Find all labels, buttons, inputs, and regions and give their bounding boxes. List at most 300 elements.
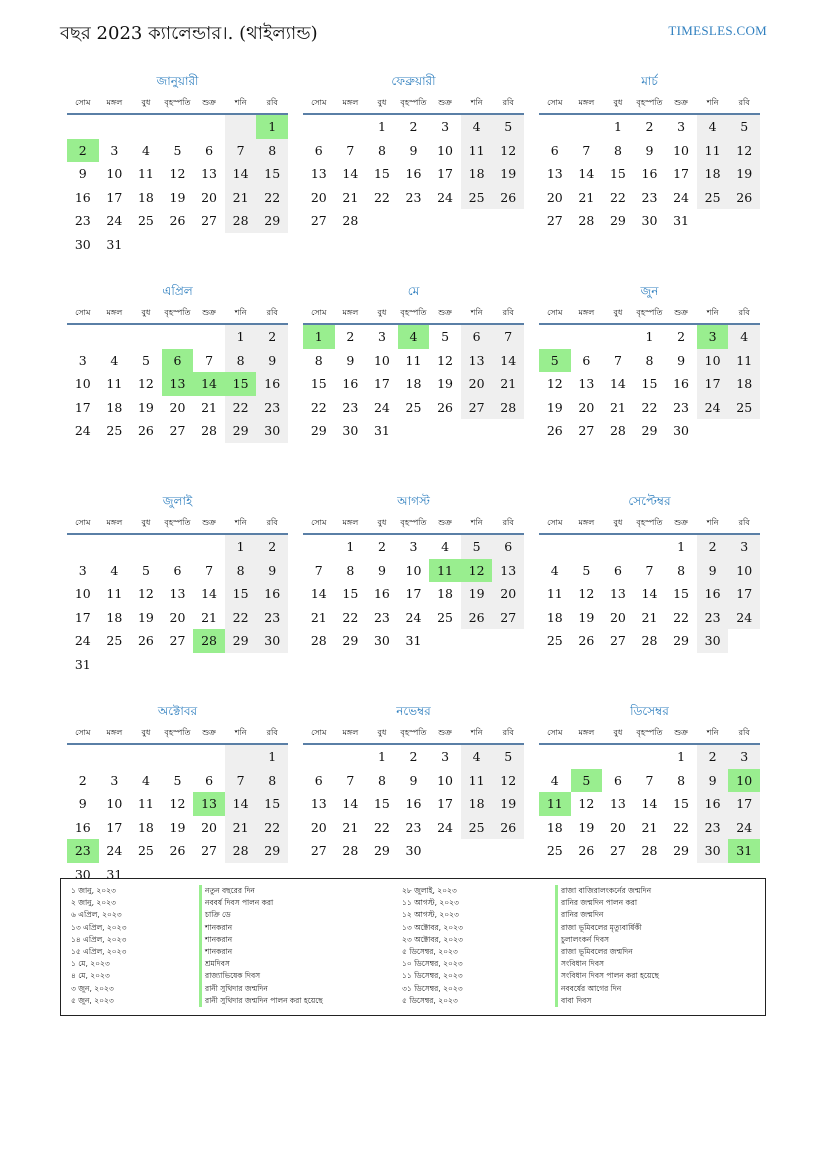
day-cell[interactable]: 7	[314, 562, 323, 578]
day-cell[interactable]: 17	[437, 166, 454, 181]
day-cell[interactable]: 8	[225, 559, 257, 583]
day-cell[interactable]: 21	[342, 819, 359, 835]
day-cell[interactable]: 20	[310, 819, 327, 835]
day-cell[interactable]: 5	[441, 329, 450, 344]
day-cell[interactable]: 17	[74, 609, 91, 625]
day-cell[interactable]: 15	[256, 792, 288, 816]
day-cell[interactable]: 31	[673, 213, 690, 228]
day-cell[interactable]: 25	[106, 423, 123, 438]
day-cell[interactable]: 15	[373, 796, 390, 811]
day-cell[interactable]: 23	[697, 606, 729, 630]
day-cell[interactable]: 19	[546, 399, 563, 415]
day-cell[interactable]: 28	[609, 423, 626, 438]
day-cell[interactable]: 4	[110, 562, 119, 578]
day-cell[interactable]: 26	[492, 186, 524, 210]
day-cell[interactable]: 5	[141, 562, 150, 578]
holiday-day-cell[interactable]: 15	[225, 372, 257, 396]
day-cell[interactable]: 11	[405, 352, 422, 368]
day-cell[interactable]: 18	[137, 819, 154, 835]
day-cell[interactable]: 25	[461, 816, 493, 840]
day-cell[interactable]: 5	[492, 115, 524, 139]
day-cell[interactable]: 22	[256, 816, 288, 840]
day-cell[interactable]: 30	[74, 866, 91, 882]
day-cell[interactable]: 6	[550, 142, 559, 158]
day-cell[interactable]: 20	[201, 189, 218, 205]
day-cell[interactable]: 19	[728, 162, 760, 186]
day-cell[interactable]: 13	[546, 166, 563, 181]
day-cell[interactable]: 6	[613, 562, 622, 578]
day-cell[interactable]: 23	[405, 819, 422, 835]
day-cell[interactable]: 29	[225, 629, 257, 653]
day-cell[interactable]: 6	[613, 772, 622, 788]
day-cell[interactable]: 25	[106, 633, 123, 648]
day-cell[interactable]: 11	[728, 349, 760, 373]
day-cell[interactable]: 10	[673, 142, 690, 158]
day-cell[interactable]: 11	[137, 796, 154, 811]
day-cell[interactable]: 10	[437, 142, 454, 158]
day-cell[interactable]: 16	[405, 166, 422, 181]
day-cell[interactable]: 1	[613, 119, 622, 134]
day-cell[interactable]: 13	[310, 796, 327, 811]
day-cell[interactable]: 8	[645, 352, 654, 368]
day-cell[interactable]: 30	[641, 213, 658, 228]
day-cell[interactable]: 2	[256, 325, 288, 349]
day-cell[interactable]: 16	[697, 582, 729, 606]
day-cell[interactable]: 10	[405, 562, 422, 578]
day-cell[interactable]: 16	[405, 796, 422, 811]
day-cell[interactable]: 18	[137, 189, 154, 205]
day-cell[interactable]: 9	[346, 352, 355, 368]
day-cell[interactable]: 29	[673, 843, 690, 858]
day-cell[interactable]: 24	[437, 819, 454, 835]
day-cell[interactable]: 17	[728, 582, 760, 606]
day-cell[interactable]: 19	[578, 819, 595, 835]
day-cell[interactable]: 27	[169, 423, 186, 438]
day-cell[interactable]: 20	[169, 399, 186, 415]
day-cell[interactable]: 9	[697, 769, 729, 793]
day-cell[interactable]: 22	[609, 189, 626, 205]
holiday-day-cell[interactable]: 2	[67, 139, 99, 163]
day-cell[interactable]: 7	[346, 142, 355, 158]
day-cell[interactable]: 10	[437, 772, 454, 788]
day-cell[interactable]: 9	[78, 796, 87, 811]
day-cell[interactable]: 27	[609, 843, 626, 858]
day-cell[interactable]: 25	[728, 396, 760, 420]
day-cell[interactable]: 15	[225, 582, 257, 606]
holiday-day-cell[interactable]: 13	[162, 372, 194, 396]
day-cell[interactable]: 21	[492, 372, 524, 396]
day-cell[interactable]: 5	[141, 352, 150, 368]
day-cell[interactable]: 7	[645, 562, 654, 578]
day-cell[interactable]: 29	[609, 213, 626, 228]
day-cell[interactable]: 14	[609, 376, 626, 391]
day-cell[interactable]: 27	[310, 213, 327, 228]
day-cell[interactable]: 26	[578, 633, 595, 648]
day-cell[interactable]: 9	[409, 142, 418, 158]
day-cell[interactable]: 30	[373, 633, 390, 648]
day-cell[interactable]: 25	[405, 399, 422, 415]
day-cell[interactable]: 18	[106, 399, 123, 415]
day-cell[interactable]: 19	[461, 582, 493, 606]
holiday-day-cell[interactable]: 12	[461, 559, 493, 583]
day-cell[interactable]: 2	[409, 119, 418, 134]
day-cell[interactable]: 5	[728, 115, 760, 139]
day-cell[interactable]: 28	[342, 843, 359, 858]
day-cell[interactable]: 19	[492, 792, 524, 816]
day-cell[interactable]: 3	[110, 772, 119, 788]
holiday-day-cell[interactable]: 13	[193, 792, 225, 816]
day-cell[interactable]: 15	[256, 162, 288, 186]
day-cell[interactable]: 16	[256, 372, 288, 396]
day-cell[interactable]: 8	[613, 142, 622, 158]
day-cell[interactable]: 2	[409, 749, 418, 764]
day-cell[interactable]: 9	[256, 349, 288, 373]
day-cell[interactable]: 2	[78, 772, 87, 788]
day-cell[interactable]: 18	[106, 609, 123, 625]
day-cell[interactable]: 29	[342, 633, 359, 648]
day-cell[interactable]: 7	[613, 352, 622, 368]
holiday-day-cell[interactable]: 11	[429, 559, 461, 583]
day-cell[interactable]: 5	[173, 142, 182, 158]
day-cell[interactable]: 20	[461, 372, 493, 396]
day-cell[interactable]: 16	[342, 376, 359, 391]
day-cell[interactable]: 6	[173, 562, 182, 578]
day-cell[interactable]: 24	[106, 213, 123, 228]
day-cell[interactable]: 23	[405, 189, 422, 205]
day-cell[interactable]: 26	[169, 213, 186, 228]
day-cell[interactable]: 28	[342, 213, 359, 228]
day-cell[interactable]: 21	[578, 189, 595, 205]
day-cell[interactable]: 9	[409, 772, 418, 788]
day-cell[interactable]: 21	[225, 186, 257, 210]
day-cell[interactable]: 13	[201, 166, 218, 181]
day-cell[interactable]: 15	[609, 166, 626, 181]
day-cell[interactable]: 27	[169, 633, 186, 648]
day-cell[interactable]: 25	[137, 843, 154, 858]
day-cell[interactable]: 27	[492, 606, 524, 630]
day-cell[interactable]: 8	[256, 139, 288, 163]
day-cell[interactable]: 24	[673, 189, 690, 205]
day-cell[interactable]: 6	[205, 772, 214, 788]
day-cell[interactable]: 16	[256, 582, 288, 606]
day-cell[interactable]: 3	[677, 119, 686, 134]
day-cell[interactable]: 17	[106, 189, 123, 205]
day-cell[interactable]: 28	[578, 213, 595, 228]
day-cell[interactable]: 19	[137, 399, 154, 415]
day-cell[interactable]: 22	[225, 396, 257, 420]
day-cell[interactable]: 16	[74, 819, 91, 835]
day-cell[interactable]: 1	[645, 329, 654, 344]
day-cell[interactable]: 29	[225, 419, 257, 443]
day-cell[interactable]: 27	[546, 213, 563, 228]
day-cell[interactable]: 22	[256, 186, 288, 210]
day-cell[interactable]: 20	[609, 819, 626, 835]
holiday-day-cell[interactable]: 4	[398, 325, 430, 349]
day-cell[interactable]: 22	[673, 819, 690, 835]
day-cell[interactable]: 6	[314, 772, 323, 788]
holiday-day-cell[interactable]: 11	[539, 792, 571, 816]
day-cell[interactable]: 4	[550, 562, 559, 578]
day-cell[interactable]: 29	[673, 633, 690, 648]
day-cell[interactable]: 12	[578, 796, 595, 811]
day-cell[interactable]: 17	[728, 792, 760, 816]
day-cell[interactable]: 24	[74, 633, 91, 648]
day-cell[interactable]: 11	[697, 139, 729, 163]
day-cell[interactable]: 12	[169, 166, 186, 181]
day-cell[interactable]: 1	[677, 749, 686, 764]
day-cell[interactable]: 15	[373, 166, 390, 181]
day-cell[interactable]: 6	[314, 142, 323, 158]
day-cell[interactable]: 1	[377, 119, 386, 134]
day-cell[interactable]: 4	[461, 745, 493, 769]
day-cell[interactable]: 27	[201, 843, 218, 858]
day-cell[interactable]: 23	[342, 399, 359, 415]
day-cell[interactable]: 26	[728, 186, 760, 210]
day-cell[interactable]: 15	[342, 586, 359, 601]
day-cell[interactable]: 23	[641, 189, 658, 205]
day-cell[interactable]: 19	[492, 162, 524, 186]
day-cell[interactable]: 29	[256, 209, 288, 233]
day-cell[interactable]: 1	[225, 325, 257, 349]
day-cell[interactable]: 2	[697, 535, 729, 559]
day-cell[interactable]: 2	[256, 535, 288, 559]
day-cell[interactable]: 9	[645, 142, 654, 158]
day-cell[interactable]: 15	[641, 376, 658, 391]
day-cell[interactable]: 22	[373, 819, 390, 835]
day-cell[interactable]: 10	[106, 796, 123, 811]
day-cell[interactable]: 7	[582, 142, 591, 158]
day-cell[interactable]: 4	[441, 539, 450, 554]
holiday-day-cell[interactable]: 6	[162, 349, 194, 373]
day-cell[interactable]: 8	[256, 769, 288, 793]
day-cell[interactable]: 7	[225, 769, 257, 793]
day-cell[interactable]: 2	[346, 329, 355, 344]
day-cell[interactable]: 16	[673, 376, 690, 391]
day-cell[interactable]: 24	[728, 606, 760, 630]
day-cell[interactable]: 4	[141, 142, 150, 158]
day-cell[interactable]: 21	[201, 609, 218, 625]
day-cell[interactable]: 12	[546, 376, 563, 391]
day-cell[interactable]: 17	[673, 166, 690, 181]
day-cell[interactable]: 12	[728, 139, 760, 163]
day-cell[interactable]: 4	[697, 115, 729, 139]
day-cell[interactable]: 8	[346, 562, 355, 578]
day-cell[interactable]: 7	[645, 772, 654, 788]
day-cell[interactable]: 26	[137, 423, 154, 438]
day-cell[interactable]: 9	[256, 559, 288, 583]
day-cell[interactable]: 22	[673, 609, 690, 625]
day-cell[interactable]: 3	[441, 749, 450, 764]
holiday-day-cell[interactable]: 23	[67, 839, 99, 863]
day-cell[interactable]: 8	[314, 352, 323, 368]
day-cell[interactable]: 27	[578, 423, 595, 438]
day-cell[interactable]: 22	[310, 399, 327, 415]
day-cell[interactable]: 18	[461, 162, 493, 186]
day-cell[interactable]: 14	[641, 586, 658, 601]
day-cell[interactable]: 13	[609, 796, 626, 811]
day-cell[interactable]: 7	[205, 352, 214, 368]
holiday-day-cell[interactable]: 5	[571, 769, 603, 793]
day-cell[interactable]: 1	[377, 749, 386, 764]
day-cell[interactable]: 17	[405, 586, 422, 601]
day-cell[interactable]: 29	[373, 843, 390, 858]
day-cell[interactable]: 25	[137, 213, 154, 228]
day-cell[interactable]: 3	[441, 119, 450, 134]
day-cell[interactable]: 16	[373, 586, 390, 601]
day-cell[interactable]: 13	[578, 376, 595, 391]
day-cell[interactable]: 13	[461, 349, 493, 373]
day-cell[interactable]: 26	[137, 633, 154, 648]
day-cell[interactable]: 25	[546, 633, 563, 648]
day-cell[interactable]: 20	[310, 189, 327, 205]
day-cell[interactable]: 13	[492, 559, 524, 583]
day-cell[interactable]: 12	[137, 376, 154, 391]
day-cell[interactable]: 27	[461, 396, 493, 420]
day-cell[interactable]: 31	[373, 423, 390, 438]
day-cell[interactable]: 14	[310, 586, 327, 601]
day-cell[interactable]: 6	[461, 325, 493, 349]
day-cell[interactable]: 17	[697, 372, 729, 396]
day-cell[interactable]: 17	[106, 819, 123, 835]
day-cell[interactable]: 12	[578, 586, 595, 601]
day-cell[interactable]: 26	[492, 816, 524, 840]
day-cell[interactable]: 12	[137, 586, 154, 601]
day-cell[interactable]: 30	[256, 419, 288, 443]
day-cell[interactable]: 29	[310, 423, 327, 438]
day-cell[interactable]: 30	[405, 843, 422, 858]
day-cell[interactable]: 28	[641, 843, 658, 858]
day-cell[interactable]: 7	[346, 772, 355, 788]
day-cell[interactable]: 3	[78, 352, 87, 368]
day-cell[interactable]: 23	[256, 396, 288, 420]
day-cell[interactable]: 13	[169, 586, 186, 601]
day-cell[interactable]: 9	[78, 166, 87, 181]
day-cell[interactable]: 31	[106, 236, 123, 252]
day-cell[interactable]: 24	[74, 423, 91, 438]
day-cell[interactable]: 29	[256, 839, 288, 863]
day-cell[interactable]: 23	[256, 606, 288, 630]
day-cell[interactable]: 7	[492, 325, 524, 349]
day-cell[interactable]: 8	[225, 349, 257, 373]
day-cell[interactable]: 20	[546, 189, 563, 205]
day-cell[interactable]: 14	[225, 162, 257, 186]
day-cell[interactable]: 8	[377, 142, 386, 158]
day-cell[interactable]: 23	[373, 609, 390, 625]
day-cell[interactable]: 2	[377, 539, 386, 554]
day-cell[interactable]: 21	[225, 816, 257, 840]
day-cell[interactable]: 30	[256, 629, 288, 653]
day-cell[interactable]: 22	[373, 189, 390, 205]
day-cell[interactable]: 12	[437, 352, 454, 368]
day-cell[interactable]: 7	[225, 139, 257, 163]
day-cell[interactable]: 3	[377, 329, 386, 344]
day-cell[interactable]: 27	[201, 213, 218, 228]
day-cell[interactable]: 30	[697, 839, 729, 863]
day-cell[interactable]: 5	[492, 745, 524, 769]
day-cell[interactable]: 19	[437, 376, 454, 391]
day-cell[interactable]: 18	[461, 792, 493, 816]
day-cell[interactable]: 10	[74, 586, 91, 601]
day-cell[interactable]: 15	[673, 796, 690, 811]
day-cell[interactable]: 1	[346, 539, 355, 554]
day-cell[interactable]: 3	[728, 535, 760, 559]
day-cell[interactable]: 10	[697, 349, 729, 373]
day-cell[interactable]: 19	[169, 189, 186, 205]
day-cell[interactable]: 30	[673, 423, 690, 438]
day-cell[interactable]: 21	[641, 819, 658, 835]
day-cell[interactable]: 24	[373, 399, 390, 415]
day-cell[interactable]: 20	[201, 819, 218, 835]
day-cell[interactable]: 31	[106, 866, 123, 882]
day-cell[interactable]: 24	[437, 189, 454, 205]
day-cell[interactable]: 30	[74, 236, 91, 252]
day-cell[interactable]: 17	[373, 376, 390, 391]
day-cell[interactable]: 4	[110, 352, 119, 368]
day-cell[interactable]: 25	[697, 186, 729, 210]
day-cell[interactable]: 2	[645, 119, 654, 134]
day-cell[interactable]: 24	[405, 609, 422, 625]
day-cell[interactable]: 25	[546, 843, 563, 858]
day-cell[interactable]: 14	[492, 349, 524, 373]
day-cell[interactable]: 22	[641, 399, 658, 415]
day-cell[interactable]: 9	[697, 559, 729, 583]
holiday-day-cell[interactable]: 14	[193, 372, 225, 396]
day-cell[interactable]: 11	[461, 139, 493, 163]
day-cell[interactable]: 2	[677, 329, 686, 344]
day-cell[interactable]: 11	[461, 769, 493, 793]
day-cell[interactable]: 26	[578, 843, 595, 858]
day-cell[interactable]: 18	[697, 162, 729, 186]
day-cell[interactable]: 24	[697, 396, 729, 420]
day-cell[interactable]: 30	[342, 423, 359, 438]
day-cell[interactable]: 28	[201, 423, 218, 438]
day-cell[interactable]: 26	[437, 399, 454, 415]
day-cell[interactable]: 21	[609, 399, 626, 415]
day-cell[interactable]: 3	[728, 745, 760, 769]
day-cell[interactable]: 19	[169, 819, 186, 835]
day-cell[interactable]: 12	[492, 139, 524, 163]
day-cell[interactable]: 21	[641, 609, 658, 625]
day-cell[interactable]: 24	[728, 816, 760, 840]
holiday-day-cell[interactable]: 28	[193, 629, 225, 653]
day-cell[interactable]: 6	[205, 142, 214, 158]
day-cell[interactable]: 11	[137, 166, 154, 181]
day-cell[interactable]: 4	[141, 772, 150, 788]
day-cell[interactable]: 10	[373, 352, 390, 368]
day-cell[interactable]: 17	[437, 796, 454, 811]
day-cell[interactable]: 19	[578, 609, 595, 625]
day-cell[interactable]: 14	[342, 166, 359, 181]
day-cell[interactable]: 11	[106, 376, 123, 391]
day-cell[interactable]: 17	[74, 399, 91, 415]
day-cell[interactable]: 23	[697, 816, 729, 840]
day-cell[interactable]: 31	[74, 656, 91, 672]
day-cell[interactable]: 31	[405, 633, 422, 648]
day-cell[interactable]: 14	[578, 166, 595, 181]
day-cell[interactable]: 1	[256, 745, 288, 769]
day-cell[interactable]: 10	[728, 559, 760, 583]
day-cell[interactable]: 25	[437, 609, 454, 625]
day-cell[interactable]: 8	[677, 772, 686, 788]
day-cell[interactable]: 13	[609, 586, 626, 601]
day-cell[interactable]: 18	[546, 819, 563, 835]
day-cell[interactable]: 16	[641, 166, 658, 181]
day-cell[interactable]: 13	[310, 166, 327, 181]
day-cell[interactable]: 3	[78, 562, 87, 578]
brand-link[interactable]: TIMESLES.COM	[668, 23, 767, 38]
day-cell[interactable]: 18	[728, 372, 760, 396]
day-cell[interactable]: 5	[582, 562, 591, 578]
